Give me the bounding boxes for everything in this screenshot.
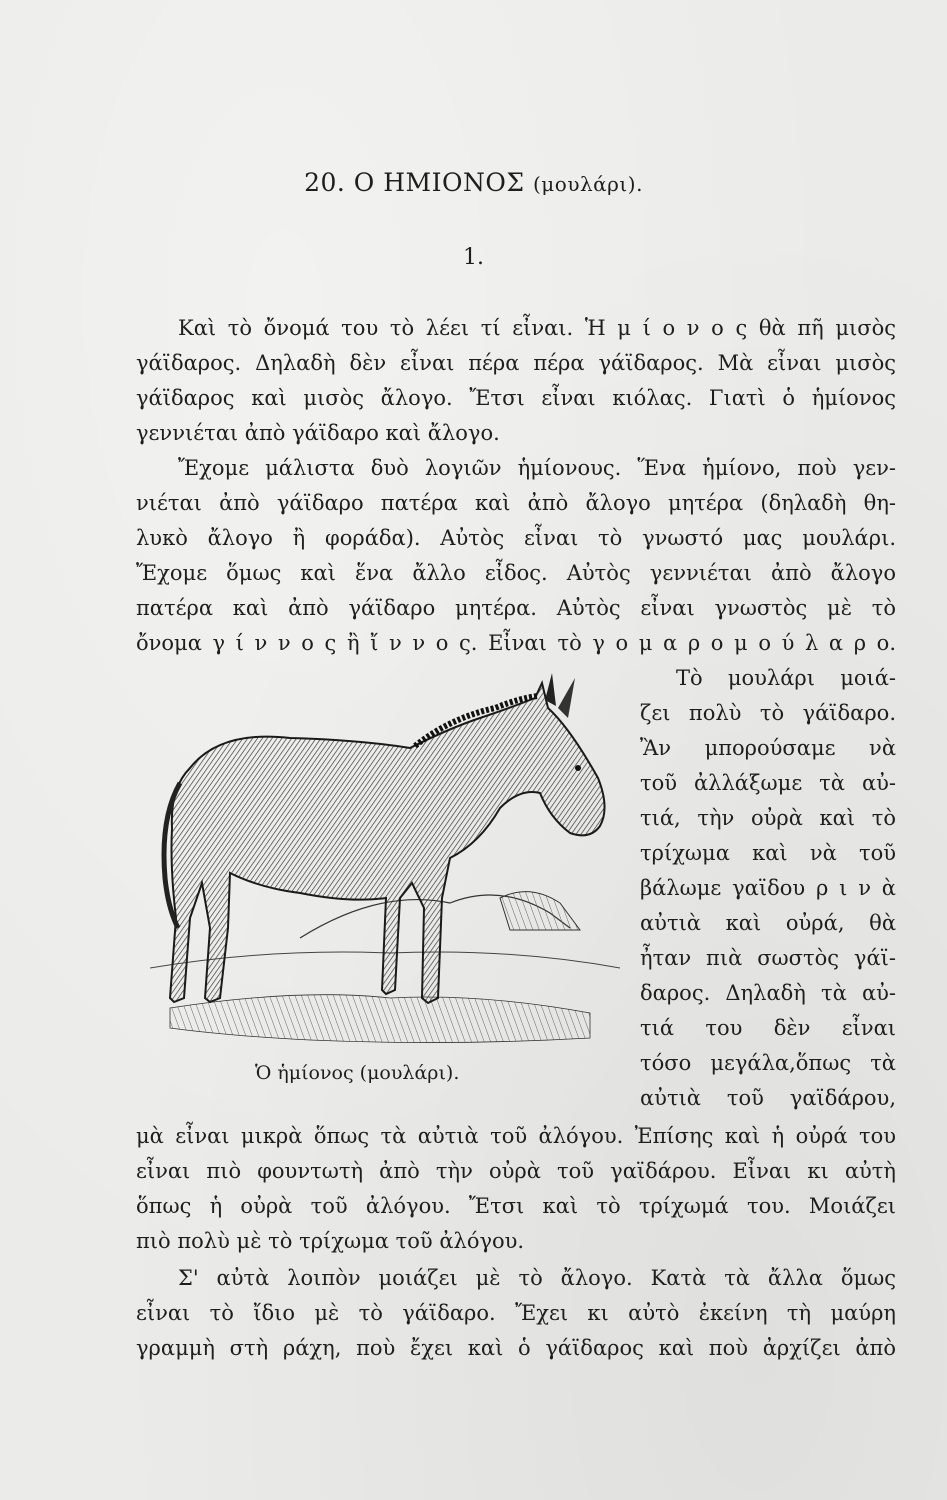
text-line: Ἔχομε μάλιστα δυὸ λογιῶν ἡμίονους. Ἕνα ἡμίονο, ποὺ γεν-	[178, 456, 896, 480]
side-text-line: τιά του δὲν εἶναι	[640, 1016, 896, 1040]
side-text-line: αὐτιὰ καὶ οὐρά, θὰ	[640, 911, 896, 935]
side-text-line: Ἂν μπορούσαμε νὰ	[640, 736, 896, 760]
side-text-line: τιά, τὴν οὐρὰ καὶ τὸ	[640, 806, 896, 830]
text-line: μὰ εἶναι μικρὰ ὅπως τὰ αὐτιὰ τοῦ ἀλόγου. Ἐπίσης καὶ ἡ οὐρά του	[136, 1124, 896, 1148]
text-line: γεννιέται ἀπὸ γάϊδαρο καὶ ἄλογο.	[136, 421, 500, 445]
text-line: νιέται ἀπὸ γάϊδαρο πατέρα καὶ ἀπὸ ἄλογο μητέρα (δηλαδὴ θη-	[136, 491, 896, 515]
chapter-title	[0, 168, 947, 197]
side-text-line: τρίχωμα καὶ νὰ τοῦ	[640, 841, 896, 865]
text-line: ὅπως ἡ οὐρὰ τοῦ ἀλόγου. Ἔτσι καὶ τὸ τρίχωμά του. Μοιάζει	[136, 1194, 896, 1218]
text-line: εἶναι πιὸ φουντωτὴ ἀπὸ τὴν οὐρὰ τοῦ γαϊδάρου. Εἶναι κι αὐτὴ	[136, 1159, 896, 1183]
text-line: πατέρα καὶ ἀπὸ γάϊδαρο μητέρα. Αὐτὸς εἶναι γνωστὸς μὲ τὸ	[136, 596, 896, 620]
side-text-line: δαρος. Δηλαδὴ τὰ αὐ-	[640, 981, 896, 1005]
text-line: γάϊδαρος καὶ μισὸς ἄλογο. Ἔτσι εἶναι κιόλας. Γιατὶ ὁ ἡμίονος	[136, 386, 896, 410]
side-text-line: αὐτιὰ τοῦ γαϊδάρου,	[640, 1086, 896, 1110]
text-line: Ἔχομε ὅμως καὶ ἕνα ἄλλο εἶδος. Αὐτὸς γεννιέται ἀπὸ ἄλογο	[136, 561, 896, 585]
text-line: ὄνομα γ ί ν ν ο ς ἢ ἴ ν ν ο ς. Εἶναι τὸ γ ο μ α ρ ο μ ο ύ λ α ρ ο.	[136, 631, 896, 655]
side-text-line: Τὸ μουλάρι μοιά-	[676, 666, 896, 690]
mule-illustration	[150, 668, 630, 1068]
text-line: εἶναι τὸ ἴδιο μὲ τὸ γάϊδαρο. Ἔχει κι αὐτὸ ἐκείνη τὴ μαύρη	[136, 1301, 896, 1325]
side-text-line: τοῦ ἀλλάξωμε τὰ αὐ-	[640, 771, 896, 795]
text-line: πιὸ πολὺ μὲ τὸ τρίχωμα τοῦ ἀλόγου.	[136, 1229, 525, 1253]
text-line: γάϊδαρος. Δηλαδὴ δὲν εἶναι πέρα πέρα γάϊδαρος. Μὰ εἶναι μισὸς	[136, 351, 896, 375]
text-line: γραμμὴ στὴ ράχη, ποὺ ἔχει καὶ ὁ γάϊδαρος καὶ ποὺ ἀρχίζει ἀπὸ	[136, 1336, 896, 1360]
side-text-line: τόσο μεγάλα,ὅπως τὰ	[640, 1051, 896, 1075]
figure-caption: Ὁ ἡμίονος (μουλάρι).	[255, 1062, 460, 1084]
chapter-title-main: 20. Ο ΗΜΙΟΝΟΣ	[304, 168, 525, 197]
chapter-title-sub: (μουλάρι).	[532, 172, 643, 196]
text-line: Καὶ τὸ ὄνομά του τὸ λέει τί εἶναι. Ἡ μ ί ο ν ο ς θὰ πῆ μισὸς	[178, 316, 896, 340]
text-line: λυκὸ ἄλογο ἢ φοράδα). Αὐτὸς εἶναι τὸ γνωστό μας μουλάρι.	[136, 526, 896, 550]
text-line: Σ' αὐτὰ λοιπὸν μοιάζει μὲ τὸ ἄλογο. Κατὰ τὰ ἄλλα ὅμως	[178, 1266, 896, 1290]
side-text-line: ζει πολὺ τὸ γάϊδαρο.	[640, 701, 896, 725]
section-number: 1.	[463, 245, 484, 270]
side-text-line: ἦταν πιὰ σωστὸς γάϊ-	[640, 946, 896, 970]
side-text-line: βάλωμε γαϊδου ρ ι ν ὰ	[640, 876, 896, 900]
